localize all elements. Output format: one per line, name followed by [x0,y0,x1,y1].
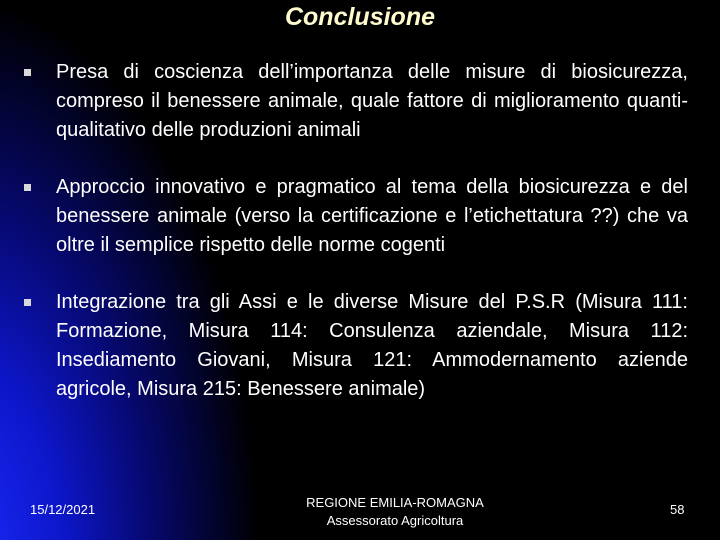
bullet-item [24,288,688,404]
bullet-list [24,58,688,432]
bullet-square-icon [24,184,31,191]
bullet-square-icon [24,299,31,306]
slide-title: Conclusione [284,3,435,31]
bullet-item [24,58,688,145]
bullet-text: Presa di coscienza dell’importanza delle misure di biosicurezza, compreso il benessere animale, quale fattore di miglioramento quanti-qualitativo delle produzioni animali [56,61,688,141]
footer-organization [260,494,530,530]
footer-org-line1: REGIONE EMILIA-ROMAGNA [306,495,484,510]
bullet-text: Integrazione tra gli Assi e le diverse Misure del P.S.R (Misura 111: Formazione, Misura 114: Consulenza aziendale, Misura 112: Insediamento Giovani, Misura 121: Ammodernamento aziende agricole, Misura 215: Benessere animale) [56,291,688,400]
bullet-square-icon [24,69,31,76]
footer-date: 15/12/2021 [30,502,96,517]
footer-page-number: 58 [670,502,685,517]
footer-org-line2: Assessorato Agricoltura [326,513,464,528]
bullet-item [24,173,688,260]
bullet-text: Approccio innovativo e pragmatico al tema della biosicurezza e del benessere animale (verso la certificazione e l’etichettatura ??) che va oltre il semplice rispetto delle norme cogenti [56,176,688,256]
